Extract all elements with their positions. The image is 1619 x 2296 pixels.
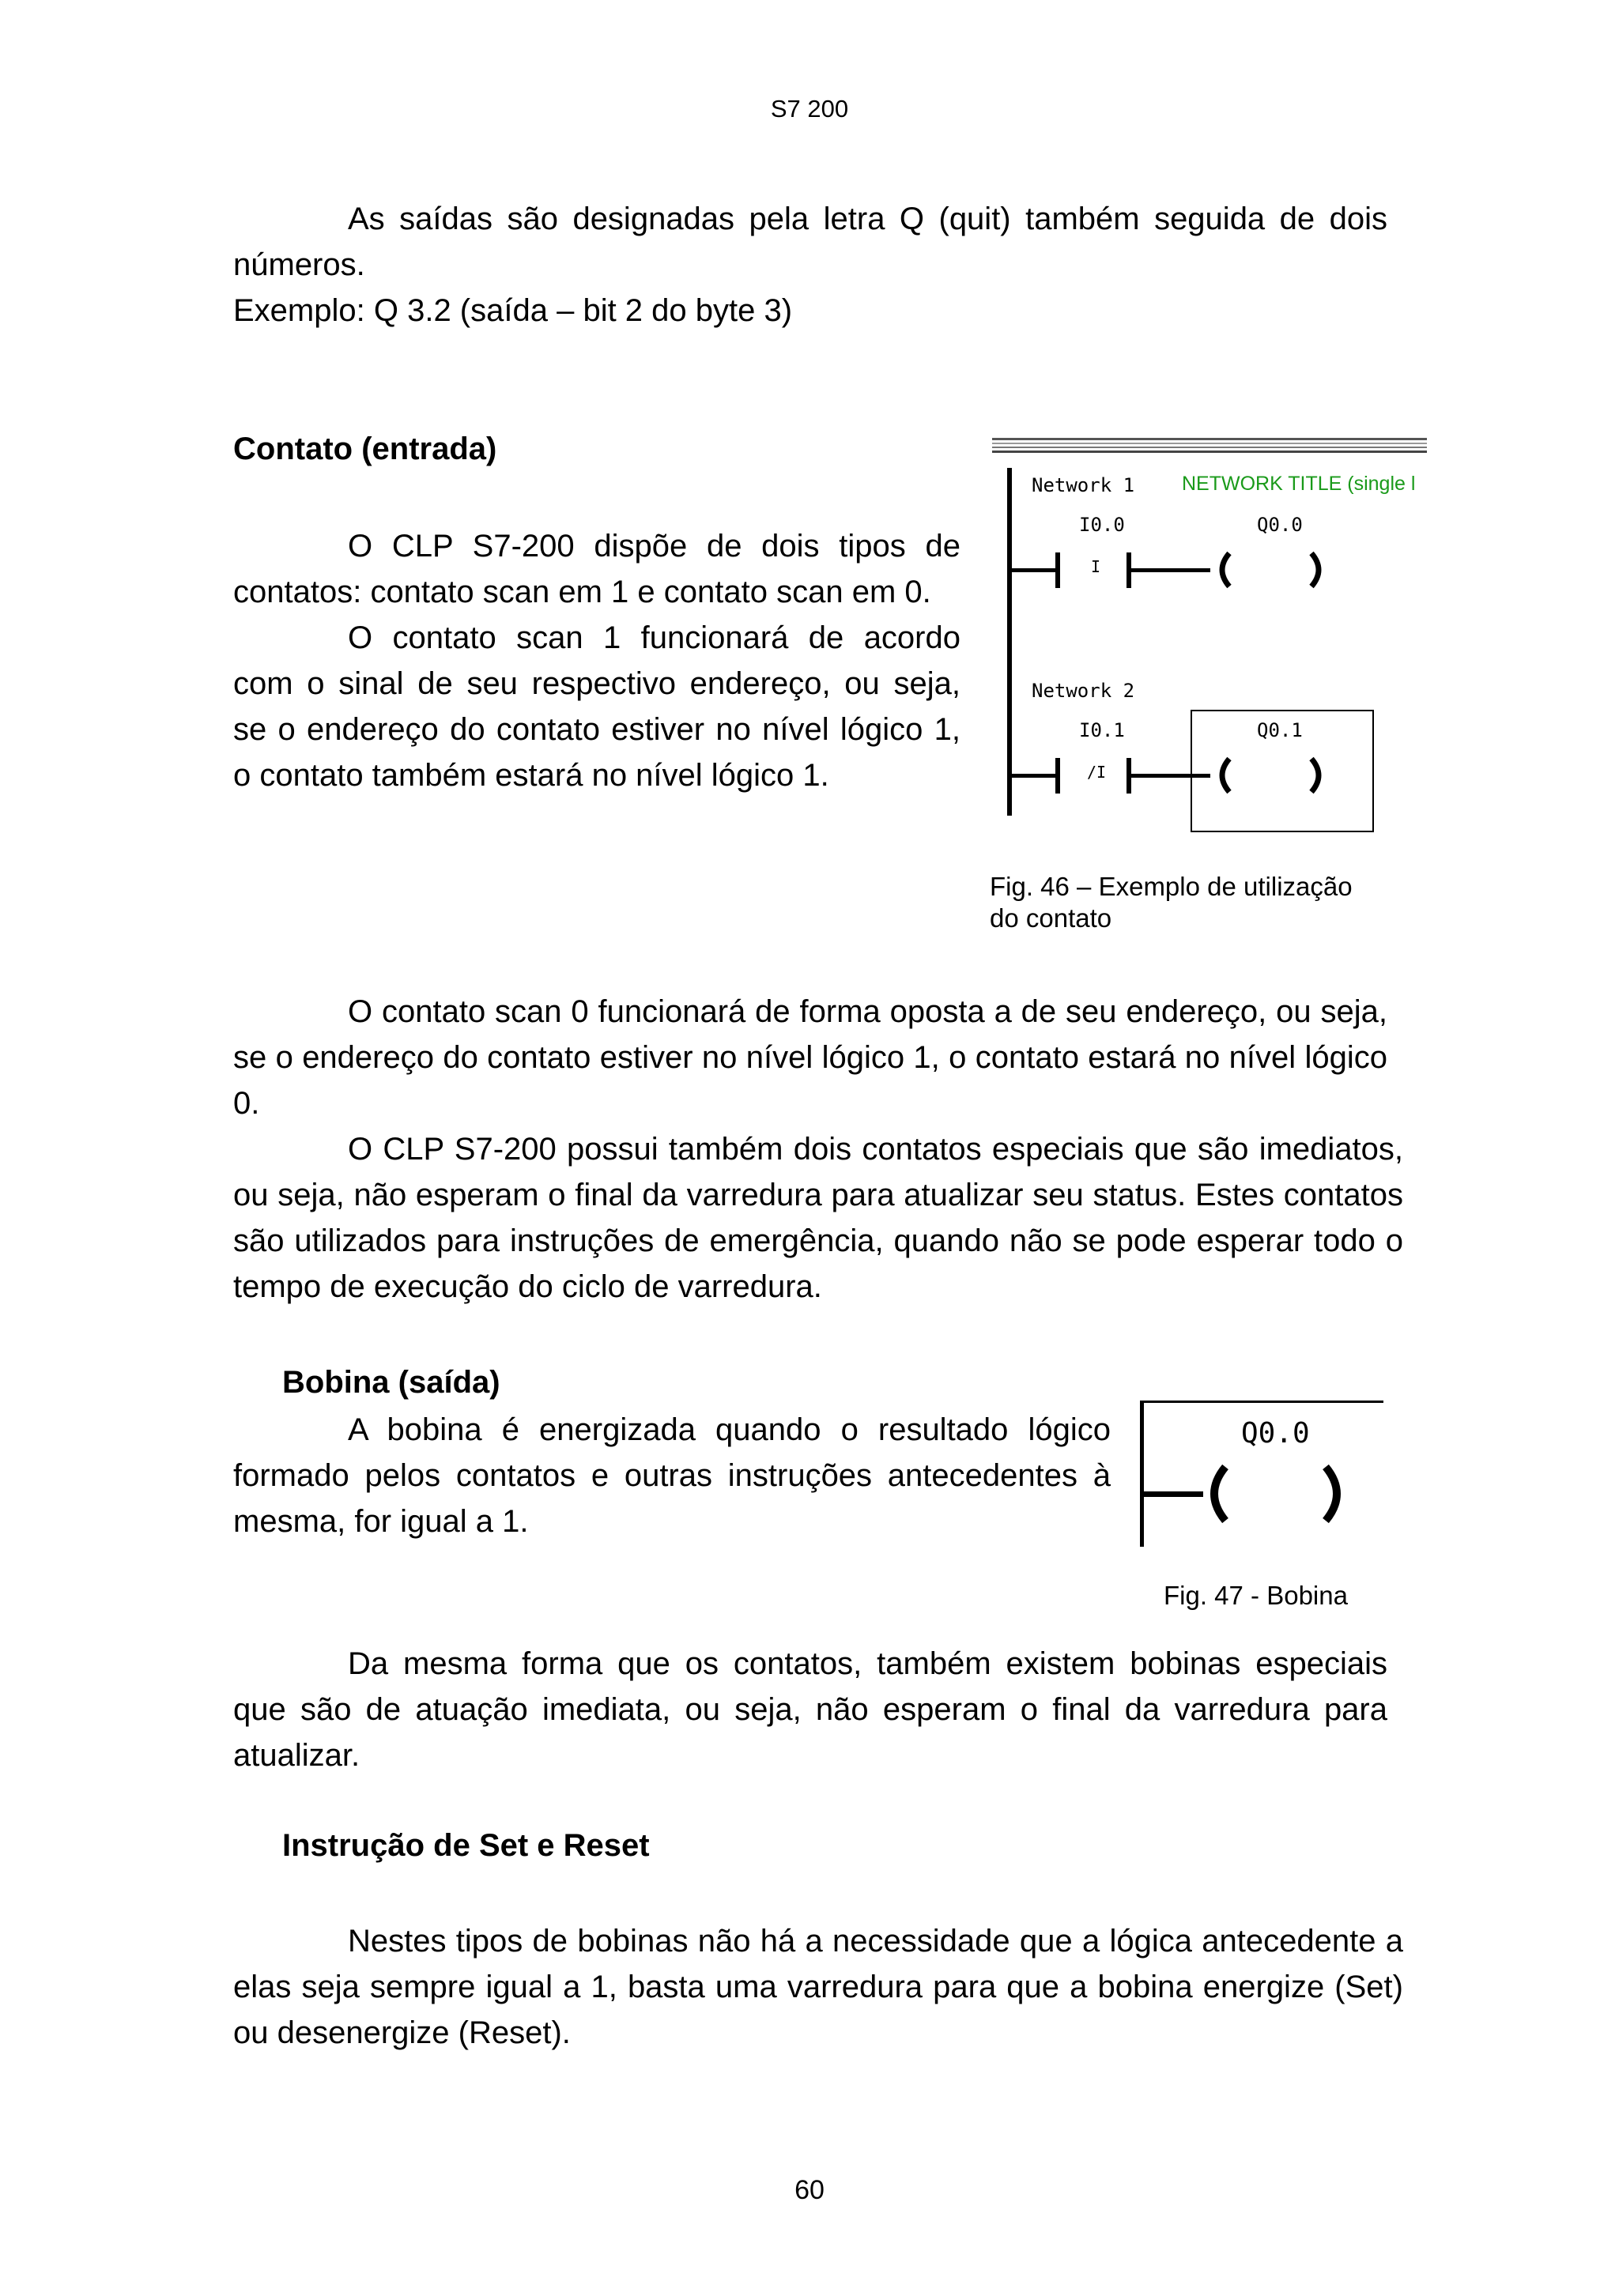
network-1-label: Network 1 (1032, 474, 1135, 496)
figure-46-ladder-diagram (992, 436, 1431, 863)
network-1-contact-address: I0.0 (1079, 514, 1125, 536)
bobina-block (233, 1407, 1111, 1544)
network-2-coil-right (1311, 759, 1319, 792)
scan0-paragraph: O contato scan 0 funcionará de forma oposta a de seu endereço, ou seja, se o endereço do contato estiver no nível lógico 1, o contato estará no nível lógico 0. (233, 994, 1387, 1121)
contato-paragraph-1: O CLP S7-200 dispõe de dois tipos de contatos: contato scan em 1 e contato scan em 0. (233, 529, 960, 609)
bobinas-especiais-block (233, 1641, 1387, 1778)
coil-left-rail (1140, 1401, 1144, 1547)
network-1-rung (1010, 552, 1210, 588)
example-line: Exemplo: Q 3.2 (saída – bit 2 do byte 3) (233, 293, 793, 328)
especiais-block (233, 1126, 1403, 1310)
figure-46-caption: Fig. 46 – Exemplo de utilização do contato (990, 872, 1353, 933)
page-number: 60 (794, 2175, 825, 2205)
coil-right-paren (1326, 1467, 1337, 1521)
especiais-paragraph: O CLP S7-200 possui também dois contatos especiais que são imediatos, ou seja, não esperam o final da varredura para atualizar seu status. Estes contatos são utilizados para instruções de emergência, quando não se pode esperar todo o tempo de execução do ciclo de varredura. (233, 1132, 1403, 1304)
bobinas-especiais-paragraph: Da mesma forma que os contatos, também existem bobinas especiais que são de atuação imediata, ou seja, não esperam o final da varredura para atualizar. (233, 1646, 1387, 1773)
left-power-rail (1007, 468, 1012, 816)
intro-paragraph: As saídas são designadas pela letra Q (quit) também seguida de dois números. (233, 202, 1387, 282)
network-title: NETWORK TITLE (single l (1182, 473, 1416, 495)
contato-paragraph-2: O contato scan 1 funcionará de acordo com o sinal de seu respectivo endereço, ou seja, se o endereço do contato estiver no nível lógico 1, o contato também estará no nível lógico 1. (233, 620, 960, 793)
network-2-contact-address: I0.1 (1079, 719, 1125, 741)
network-2-contact-symbol: /I (1087, 763, 1107, 782)
set-reset-block (233, 1918, 1403, 2056)
page-header: S7 200 (770, 95, 849, 123)
network-2-rung (1010, 758, 1210, 794)
coil-wire (1144, 1491, 1203, 1497)
network-2-coil-left (1222, 759, 1229, 792)
intro-block (233, 196, 1387, 334)
set-reset-paragraph: Nestes tipos de bobinas não há a necessidade que a lógica antecedente a elas seja sempre igual a 1, basta uma varredura para que a bobina energize (Set) ou desenergize (Reset). (233, 1924, 1403, 2050)
contato-text (233, 523, 960, 798)
network-2-label: Network 2 (1032, 680, 1135, 702)
scan0-block (233, 989, 1387, 1126)
figure-47-coil-diagram (1138, 1399, 1391, 1549)
network-1-coil-left (1222, 553, 1229, 586)
heading-bobina: Bobina (saída) (282, 1365, 500, 1400)
heading-contato: Contato (entrada) (233, 432, 497, 466)
network-1-coil-address: Q0.0 (1257, 514, 1303, 536)
coil-top-border (1140, 1401, 1383, 1403)
network-1-coil-right (1311, 553, 1319, 586)
coil-address: Q0.0 (1241, 1417, 1310, 1450)
network-1-contact-symbol: I (1091, 557, 1101, 576)
network-2-coil-address: Q0.1 (1257, 719, 1303, 741)
figure-47-caption: Fig. 47 - Bobina (1164, 1581, 1348, 1610)
coil-left-paren (1214, 1467, 1225, 1521)
bobina-paragraph: A bobina é energizada quando o resultado lógico formado pelos contatos e outras instruções antecedentes à mesma, for igual a 1. (233, 1412, 1111, 1539)
heading-set-reset: Instrução de Set e Reset (282, 1828, 650, 1863)
diagram-top-border (992, 438, 1427, 453)
